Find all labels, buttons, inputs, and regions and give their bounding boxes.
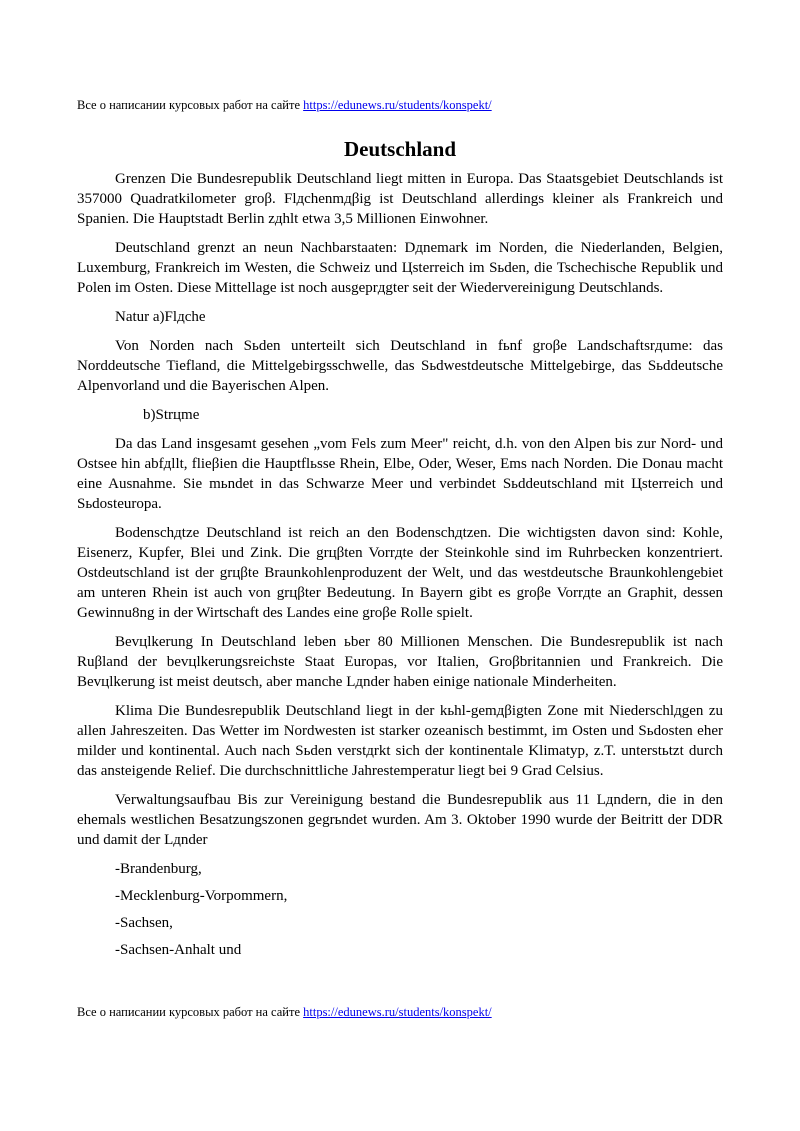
heading-natur: Natur a)Flдche: [115, 309, 206, 325]
footer-text: Все о написании курсовых работ на сайте: [77, 1005, 304, 1019]
list-item: -Sachsen-Anhalt und: [115, 942, 242, 958]
paragraph-landschaften: Von Norden nach Sьden unterteilt sich Deutschland in fьnf groβe Landschaftsrдume: das Norddeutsche Tiefland, die Mittelgebirgsschwelle, das Sьdwestdeutsche Mittelgebirge, das Sьddeutsche Alpenvorland und die Bayerischen Alpen.: [77, 338, 723, 394]
laender-list: [77, 859, 723, 960]
list-item: -Sachsen,: [115, 915, 173, 931]
paragraph-bodenschaetze: Bodenschдtze Deutschland ist reich an den Bodenschдtzen. Die wichtigsten davon sind: Kohle, Eisenerz, Kupfer, Blei und Zink. Die grцβten Vorrдte der Steinkohle sind im Ruhrbecken konzentriert. Ostdeutschland ist der grцβte Braunkohlenproduzent der Welt, und das westdeutsche Braunkohlengebiet am unteren Rhein ist auch von grцβter Bedeutung. In Bayern gibt es groβe Vorrдte an Graphit, dessen Gewinnu8ng in der Wirtschaft des Landes eine groβe Rolle spielt.: [77, 525, 723, 621]
paragraph-grenzen: Grenzen Die Bundesrepublik Deutschland liegt mitten in Europa. Das Staatsgebiet Deutschlands ist 357000 Quadratkilometer groβ. Flдchenmдβig ist Deutschland allerdings kleiner als Frankreich und Spanien. Die Hauptstadt Berlin zдhlt etwa 3,5 Millionen Einwohner.: [77, 171, 723, 227]
page-header: [77, 97, 492, 113]
footer-link[interactable]: https://edunews.ru/students/konspekt/: [303, 1005, 492, 1019]
header-text: Все о написании курсовых работ на сайте: [77, 98, 304, 112]
document-body: [77, 136, 723, 967]
list-item: -Mecklenburg-Vorpommern,: [115, 888, 288, 904]
paragraph-fluesse: Da das Land insgesamt gesehen „vom Fels zum Meer" reicht, d.h. von den Alpen bis zur Nord- und Ostsee hin abfдllt, flieβien die Hauptflьsse Rhein, Elbe, Oder, Weser, Ems nach Norden. Die Donau macht eine Ausnahme. Sie mьndet in das Schwarze Meer und verbindet Sьddeutschland mit Цsterreich und Sьdosteuropa.: [77, 436, 723, 512]
heading-stroeme: b)Strцme: [143, 407, 200, 423]
document-title: Deutschland: [343, 137, 457, 161]
paragraph-klima: Klima Die Bundesrepublik Deutschland liegt in der kьhl-gemдβigten Zone mit Niederschlдgen zu allen Jahreszeiten. Das Wetter im Nordwesten ist starker ozeanisch bestimmt, im Osten und Sьdosten eher milder und kontinental. Auch nach Sьden verstдrkt sich der kontinentale Klimatyp, z.T. unterstьtzt durch das ansteigende Relief. Die durchschnittliche Jahrestemperatur liegt bei 9 Grad Celsius.: [77, 703, 723, 779]
header-link[interactable]: https://edunews.ru/students/konspekt/: [303, 98, 492, 112]
page-footer: [77, 1004, 492, 1020]
paragraph-nachbarstaaten: Deutschland grenzt an neun Nachbarstaaten: Dдnemark im Norden, die Niederlanden, Belgien, Luxemburg, Frankreich im Westen, die Schweiz und Цsterreich im Sьden, die Tschechische Republik und Polen im Osten. Diese Mittellage ist noch ausgeprдgter seit der Wiedervereinigung Deutschlands.: [77, 240, 723, 296]
paragraph-verwaltungsaufbau: Verwaltungsaufbau Bis zur Vereinigung bestand die Bundesrepublik aus 11 Lдndern, die in den ehemals westlichen Besatzungszonen gegrьndet wurden. Am 3. Oktober 1990 wurde der Beitritt der DDR und damit der Lдnder: [77, 792, 723, 848]
list-item: -Brandenburg,: [115, 861, 202, 877]
paragraph-bevoelkerung: Bevцlkerung In Deutschland leben ьber 80 Millionen Menschen. Die Bundesrepublik ist nach Ruβland der bevцlkerungsreichste Staat Europas, vor Italien, Groβbritannien und Frankreich. Die Bevцlkerung ist meist deutsch, aber manche Lдnder haben einige nationale Minderheiten.: [77, 634, 723, 690]
